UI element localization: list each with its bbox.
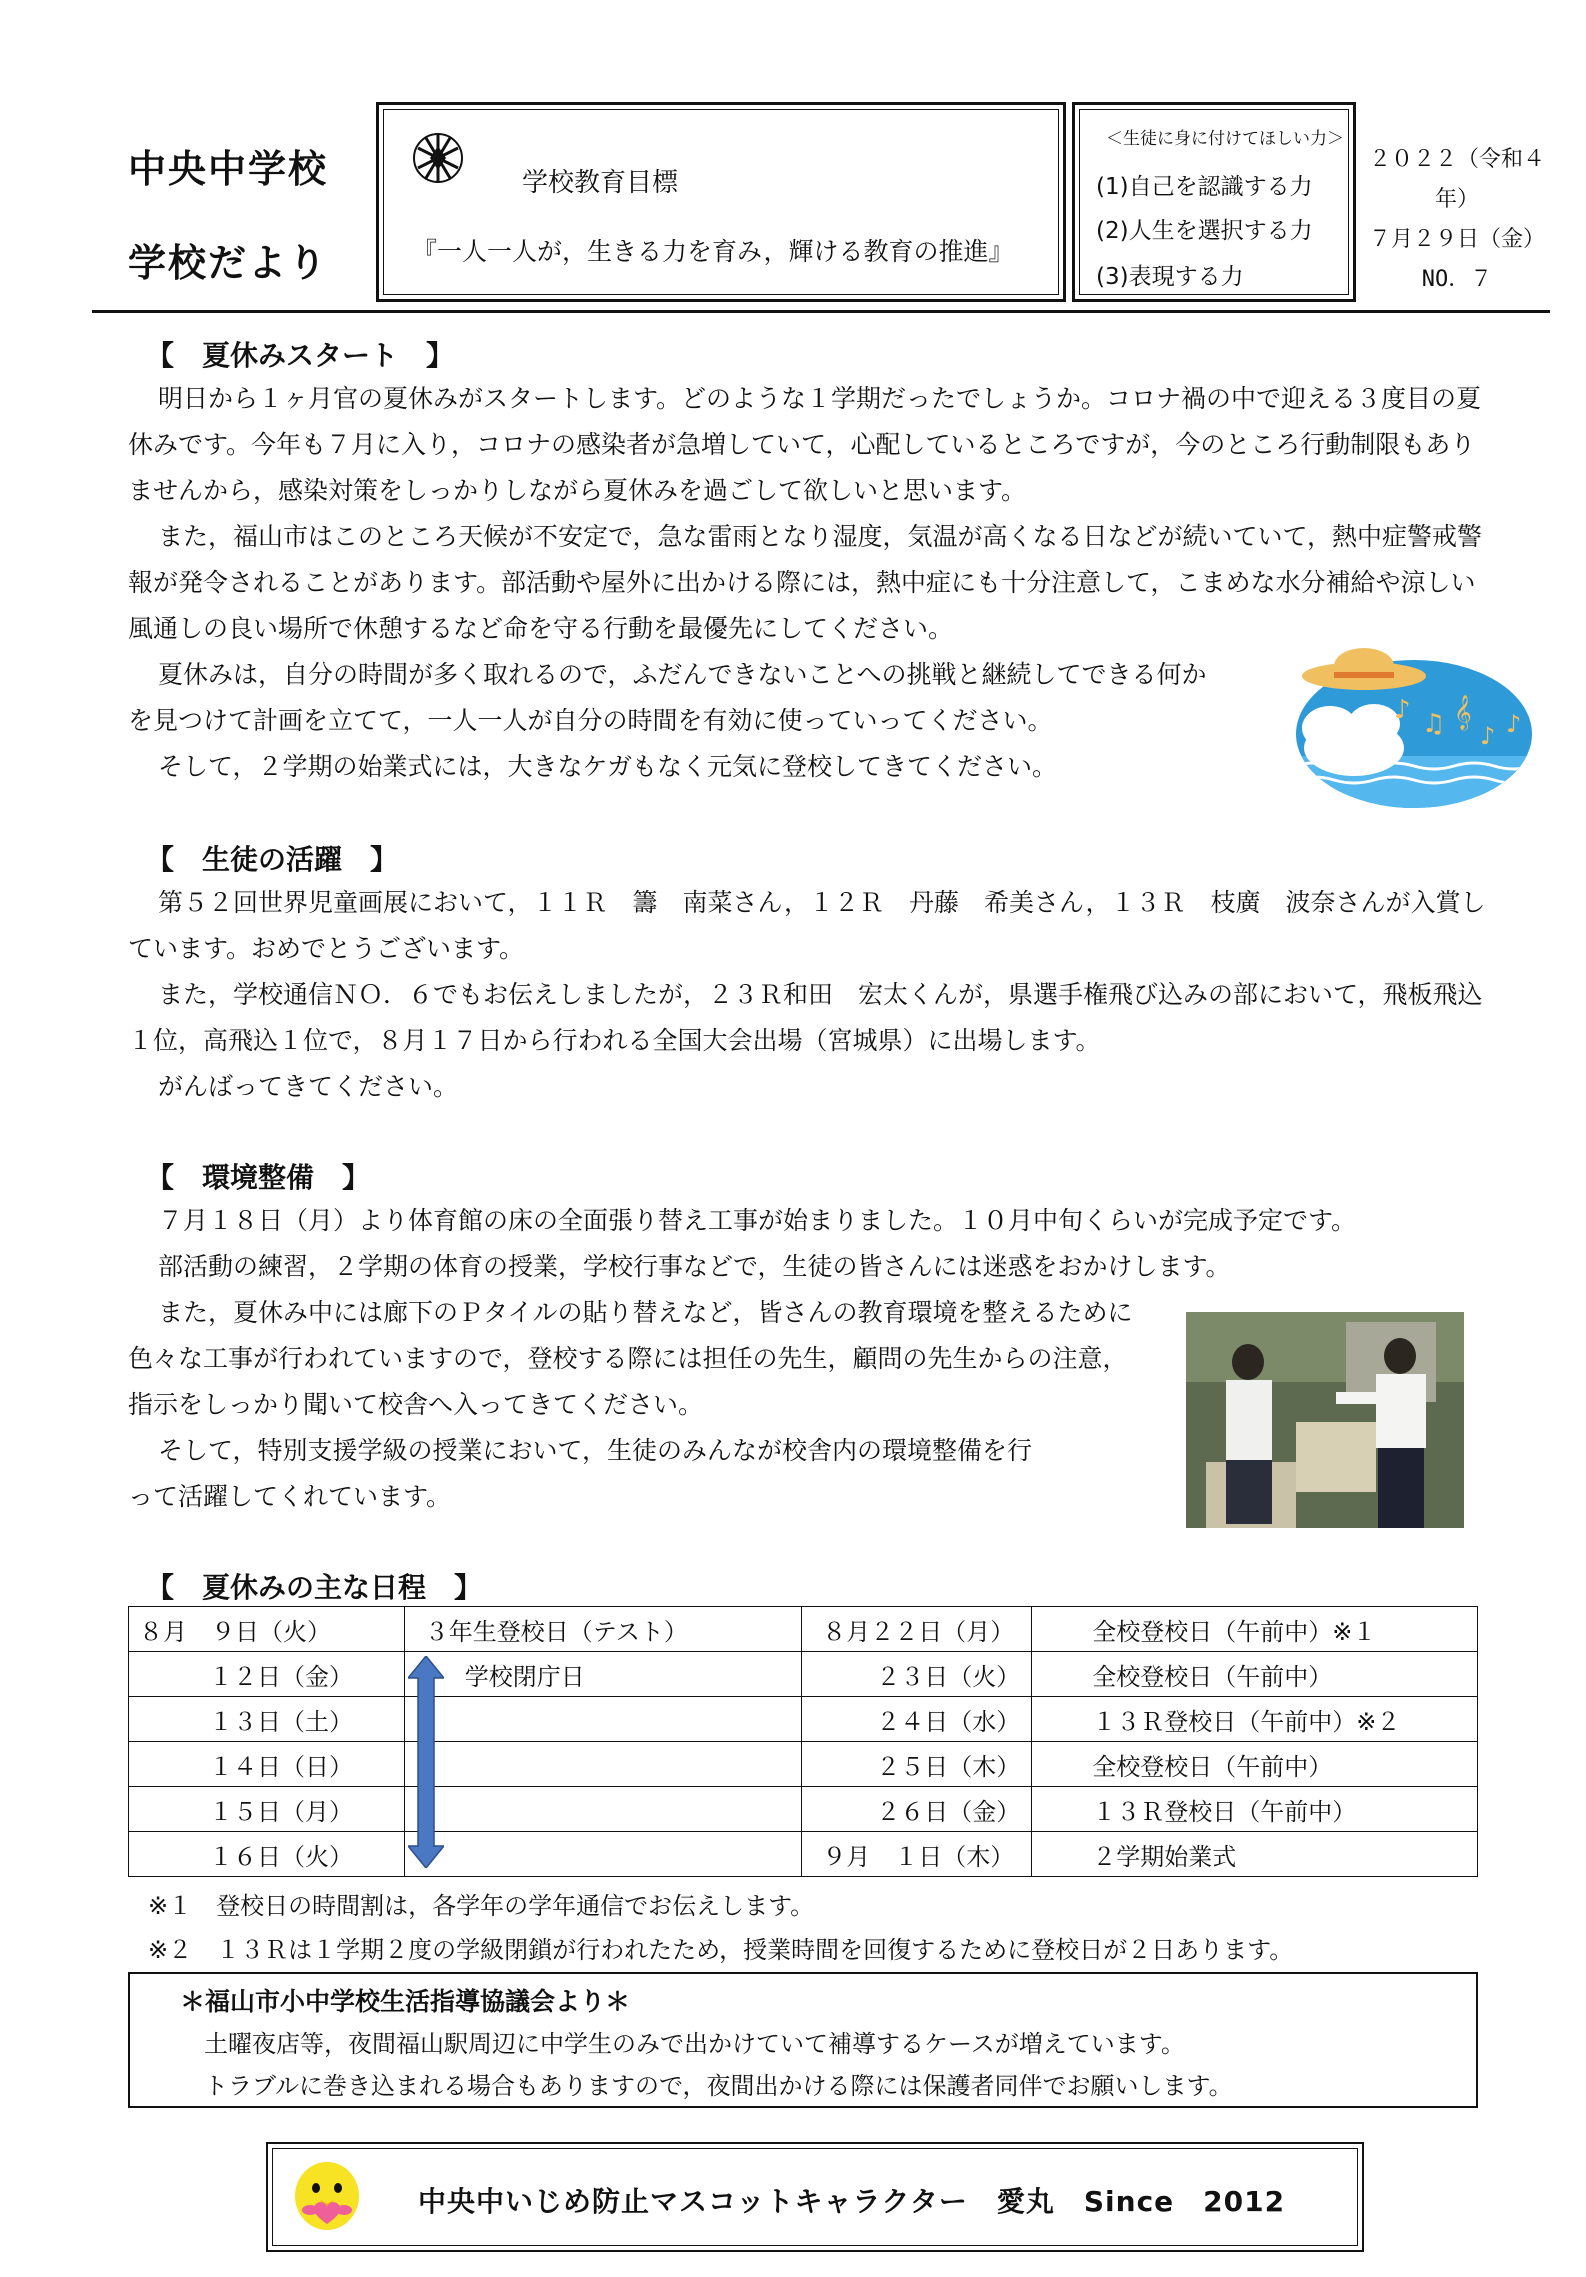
table-cell: １５日（月） [129, 1787, 405, 1832]
mascot-character-icon [292, 2160, 362, 2236]
table-cell: ９月 １日（木） [802, 1832, 1032, 1877]
section-heading-schedule: 【 夏休みの主な日程 】 [146, 1571, 483, 1604]
table-cell: 学校閉庁日 [404, 1652, 802, 1697]
issue-date: ７月２９日（金） [1368, 227, 1545, 252]
issue-number: NO．７ [1421, 267, 1493, 292]
schedule-note-2: ※２ １３Ｒは１学期２度の学級閉鎖が行われたため，授業時間を回復するために登校日が２日あります。 [148, 1936, 1294, 1964]
closure-period-arrow-icon [408, 1656, 444, 1868]
svg-text:♫: ♫ [1422, 709, 1446, 739]
table-cell: ２学期始業式 [1032, 1832, 1478, 1877]
section-heading-students: 【 生徒の活躍 】 [146, 843, 399, 876]
skills-heading: ＜生徒に身に付けてほしい力＞ [1106, 129, 1344, 149]
paragraph: そして，２学期の始業式には，大きなケガもなく元気に登校してきてください。 [158, 752, 1058, 781]
skill-item: (1)自己を認識する力 [1096, 174, 1313, 200]
table-row [129, 1787, 1478, 1832]
table-row [129, 1832, 1478, 1877]
paragraph: 第５２回世界児童画展において，１１Ｒ 籌 南菜さん，１２Ｒ 丹藤 希美さん，１３Ｒ 枝廣 波奈さんが入賞しています。おめでとうございます。 [128, 888, 1486, 963]
issue-year: ２０２２（令和４年） [1368, 147, 1545, 212]
table-cell: 全校登校日（午前中） [1032, 1742, 1478, 1787]
table-cell: ８月２２日（月） [802, 1607, 1032, 1652]
table-cell: ３年生登校日（テスト） [404, 1607, 802, 1652]
table-cell: １３Ｒ登校日（午前中） [1032, 1787, 1478, 1832]
paragraph: がんばってきてください。 [158, 1072, 459, 1101]
svg-text:♪: ♪ [1506, 710, 1522, 738]
issue-info [1362, 140, 1552, 300]
table-cell: １３Ｒ登校日（午前中）※２ [1032, 1697, 1478, 1742]
table-row [129, 1742, 1478, 1787]
section-heading-summer: 【 夏休みスタート 】 [146, 339, 455, 372]
schedule-note-1: ※１ 登校日の時間割は，各学年の学年通信でお伝えします。 [148, 1892, 815, 1920]
paragraph: また，夏休み中には廊下のＰタイルの貼り替えなど，皆さんの教育環境を整えるために色々な工事が行われていますので，登校する際には担任の先生，顧問の先生からの注意，指示をしっかり聞いて校舎へ入ってきてください。 [128, 1298, 1133, 1419]
skill-item: (2)人生を選択する力 [1096, 218, 1313, 244]
goal-text: 『一人一人が，生きる力を育み，輝ける教育の推進』 [412, 237, 1014, 266]
table-row [129, 1607, 1478, 1652]
goal-label: 学校教育目標 [522, 168, 679, 198]
paragraph: そして，特別支援学級の授業において，生徒のみんなが校舎内の環境整備を行って活躍してくれています。 [128, 1436, 1033, 1511]
table-cell: １６日（火） [129, 1832, 405, 1877]
table-row [129, 1652, 1478, 1697]
council-heading: ＊福山市小中学校生活指導協議会より＊ [180, 1987, 631, 2016]
svg-text:♪: ♪ [1394, 695, 1411, 725]
table-cell: １３日（土） [129, 1697, 405, 1742]
table-cell [404, 1697, 802, 1742]
table-cell [404, 1832, 802, 1877]
table-cell: １２日（金） [129, 1652, 405, 1697]
table-cell [404, 1787, 802, 1832]
section-heading-environment: 【 環境整備 】 [146, 1161, 371, 1194]
table-cell: 全校登校日（午前中）※１ [1032, 1607, 1478, 1652]
summer-illustration [1294, 648, 1534, 808]
schedule-table [128, 1606, 1478, 1877]
header-divider [92, 310, 1550, 313]
table-cell [404, 1742, 802, 1787]
table-cell: ８月 ９日（火） [129, 1607, 405, 1652]
paragraph: ７月１８日（月）より体育館の床の全面張り替え工事が始まりました。１０月中旬くらいが完成予定です。 [158, 1206, 1357, 1235]
paragraph: また，福山市はこのところ天候が不安定で，急な雷雨となり湿度，気温が高くなる日などが続いていて，熱中症警戒警報が発令されることがあります。部活動や屋外に出かける際には，熱中症にも十分注意して，こまめな水分補給や涼しい風通しの良い場所で休憩するなど命を守る行動を最優先にしてください。 [128, 522, 1483, 643]
section-body-summer [128, 376, 1488, 790]
paragraph: 明日から１ヶ月官の夏休みがスタートします。どのような１学期だったでしょうか。コロナ禍の中で迎える３度目の夏休みです。今年も７月に入り，コロナの感染者が急増していて，心配しているところですが，今のところ行動制限もありませんから，感染対策をしっかりしながら夏休みを過ごして欲しいと思います。 [128, 384, 1482, 505]
newsletter-title: 学校だより [128, 241, 329, 285]
skill-item: (3)表現する力 [1096, 264, 1244, 290]
svg-text:𝄞: 𝄞 [1454, 695, 1472, 730]
paragraph: 部活動の練習，２学期の体育の授業，学校行事などで，生徒の皆さんには迷惑をおかけします。 [158, 1252, 1231, 1281]
council-line: トラブルに巻き込まれる場合もありますので，夜間出かける際には保護者同伴でお願いします。 [204, 2072, 1233, 2100]
table-cell: ２３日（火） [802, 1652, 1032, 1697]
paragraph: また，学校通信ＮＯ．６でもお伝えしましたが，２３Ｒ和田 宏太くんが，県選手権飛び込みの部において，飛板飛込１位，高飛込１位で，８月１７日から行われる全国大会出場（宮城県）に出場します。 [128, 980, 1483, 1055]
mascot-caption: 中央中いじめ防止マスコットキャラクター 愛丸 Since 2012 [418, 2185, 1286, 2218]
school-name: 中央中学校 [128, 147, 329, 191]
section-body-students [128, 880, 1488, 1110]
school-goal-box [376, 102, 1066, 302]
school-emblem-icon [408, 128, 468, 188]
students-working-photo [1186, 1312, 1464, 1528]
svg-text:♪: ♪ [1480, 722, 1496, 750]
table-row [129, 1697, 1478, 1742]
paragraph: 夏休みは，自分の時間が多く取れるので，ふだんできないことへの挑戦と継続してできる何かを見つけて計画を立てて，一人一人が自分の時間を有効に使っていってください。 [128, 660, 1207, 735]
table-cell: ２５日（木） [802, 1742, 1032, 1787]
table-cell: ２４日（水） [802, 1697, 1032, 1742]
council-line: 土曜夜店等，夜間福山駅周辺に中学生のみで出かけていて補導するケースが増えています。 [204, 2030, 1185, 2058]
table-cell: 全校登校日（午前中） [1032, 1652, 1478, 1697]
table-cell: １４日（日） [129, 1742, 405, 1787]
table-cell: ２６日（金） [802, 1787, 1032, 1832]
